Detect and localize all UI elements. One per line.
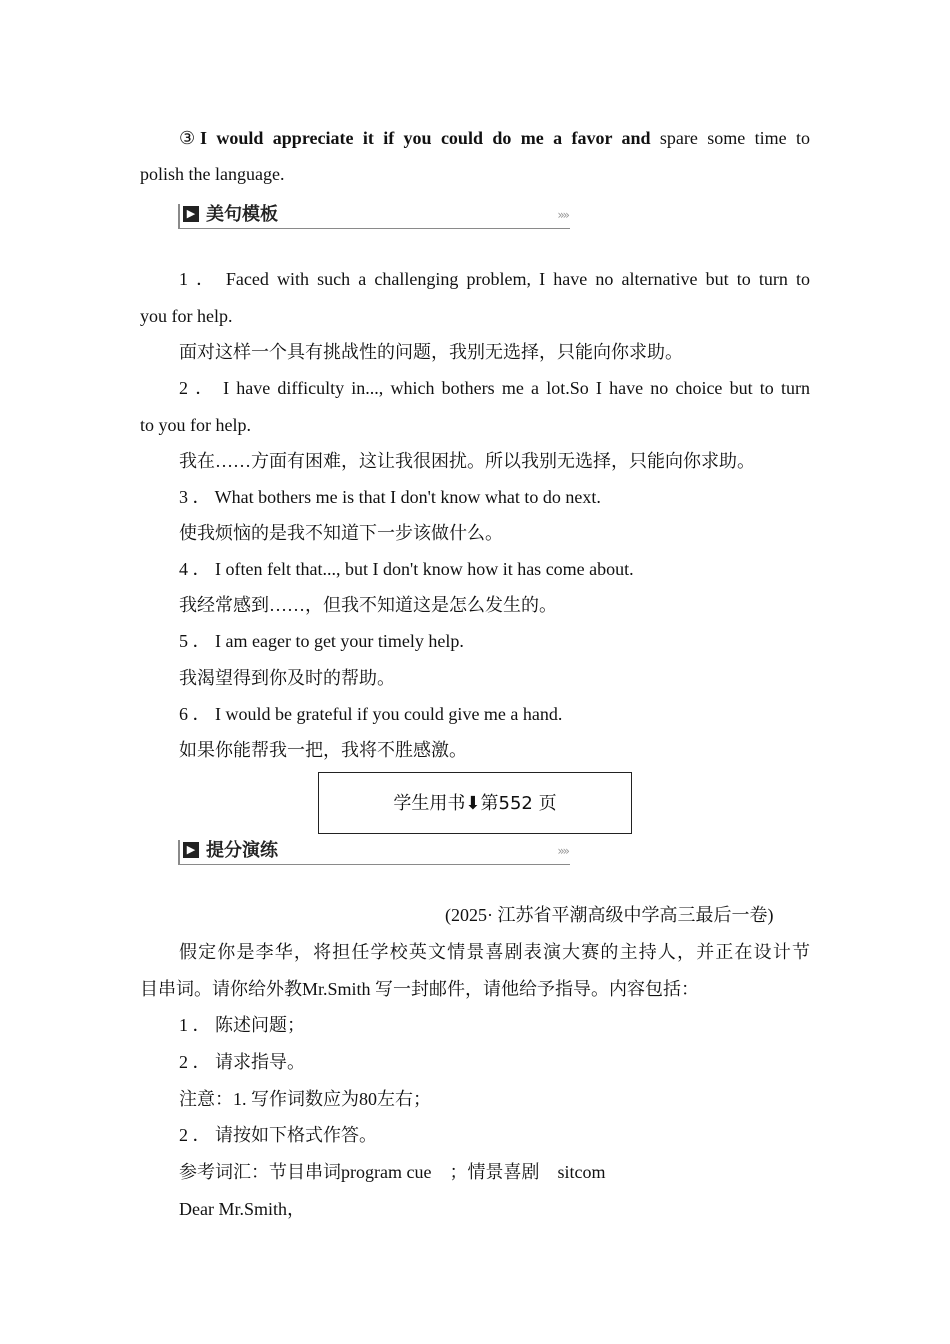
double-chevron-right-icon: »» <box>557 844 568 858</box>
template-4-en: 4 ． I often felt that..., but I don't know how it has come about. <box>179 559 634 579</box>
task-note-1: 注意：1. 写作词数应为80左右； <box>179 1089 431 1109</box>
task-paragraph-line-1: 假定你是李华，将担任学校英文情景喜剧表演大赛的主持人，并正在设计节 <box>179 942 810 962</box>
intro-line-1 <box>179 126 810 150</box>
section-header-practice <box>178 840 570 865</box>
intro-bold-phrase: I would appreciate it if you could do me a favor and <box>200 128 651 148</box>
student-book-page-reference <box>318 772 632 834</box>
template-1-cn: 面对这样一个具有挑战性的问题，我别无选择，只能向你求助。 <box>179 342 683 362</box>
play-triangle-icon: ▶ <box>183 842 199 858</box>
template-1-en-line-2: you for help. <box>140 306 233 326</box>
template-2-cn: 我在……方面有困难，这让我很困扰。所以我别无选择，只能向你求助。 <box>179 451 755 471</box>
template-1-en-line-1: 1 ． Faced with such a challenging problem, I have no alternative but to turn to <box>179 269 810 289</box>
double-chevron-right-icon: »» <box>557 208 568 222</box>
section-header-sentence-templates <box>178 204 570 229</box>
exercise-source: (2025· 江苏省平潮高级中学高三最后一卷) <box>445 905 774 925</box>
letter-greeting: Dear Mr.Smith， <box>179 1199 305 1219</box>
task-note-2: 2 ． 请按如下格式作答。 <box>179 1125 377 1145</box>
section-title: 美句模板 <box>206 204 278 225</box>
circled-number-marker: ③ <box>179 128 201 148</box>
template-5-en: 5 ． I am eager to get your timely help. <box>179 631 464 651</box>
intro-rest-phrase: spare some time to <box>650 128 810 148</box>
template-3-cn: 使我烦恼的是我不知道下一步该做什么。 <box>179 523 503 543</box>
down-arrow-icon: ⬇ <box>465 793 481 814</box>
template-6-cn: 如果你能帮我一把，我将不胜感激。 <box>179 740 467 760</box>
section-title: 提分演练 <box>206 840 278 861</box>
template-6-en: 6 ． I would be grateful if you could give me a hand. <box>179 704 563 724</box>
reference-vocabulary: 参考词汇：节目串词program cue ；情景喜剧 sitcom <box>179 1162 606 1182</box>
task-item-1: 1 ． 陈述问题； <box>179 1015 305 1035</box>
page-reference-text: 学生用书⬇第552 页 <box>393 793 557 814</box>
task-paragraph-line-2: 目串词。请你给外教Mr.Smith 写一封邮件，请他给予指导。内容包括： <box>140 979 700 999</box>
template-5-cn: 我渴望得到你及时的帮助。 <box>179 668 395 688</box>
template-2-en-line-2: to you for help. <box>140 415 251 435</box>
template-3-en: 3 ． What bothers me is that I don't know what to do next. <box>179 487 601 507</box>
template-2-en-line-1: 2 ． I have difficulty in..., which bothers me a lot.So I have no choice but to turn <box>179 378 810 398</box>
intro-line-2: polish the language. <box>140 164 285 184</box>
template-4-cn: 我经常感到……，但我不知道这是怎么发生的。 <box>179 595 557 615</box>
play-triangle-icon: ▶ <box>183 206 199 222</box>
task-item-2: 2 ． 请求指导。 <box>179 1052 305 1072</box>
